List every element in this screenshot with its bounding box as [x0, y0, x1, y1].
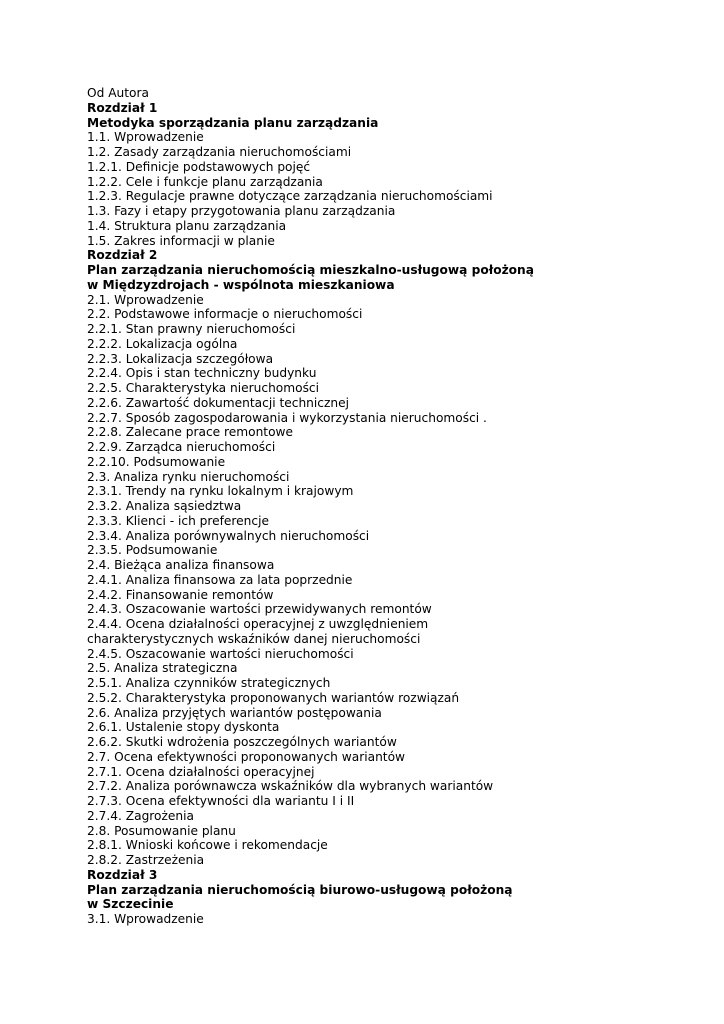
toc-line: 2.8. Posumowanie planu [87, 823, 236, 838]
toc-line: 2.4.3. Oszacowanie wartości przewidywanych remontów [87, 602, 432, 617]
toc-line: 2.2.1. Stan prawny nieruchomości [87, 322, 296, 336]
toc-line: 2.2.4. Opis i stan techniczny budynku [87, 366, 317, 381]
toc-line: 1.5. Zakres informacji w planie [87, 233, 275, 248]
toc-line: 2.7.1. Ocena działalności operacyjnej [87, 764, 315, 779]
toc-line: 2.6.1. Ustalenie stopy dyskonta [87, 720, 280, 735]
toc-line: 2.6. Analiza przyjętych wariantów postępowania [87, 705, 382, 720]
heading-line: Plan zarządzania nieruchomością biurowo-usługową położoną [87, 882, 513, 897]
toc-line: 2.6.2. Skutki wdrożenia poszczególnych wariantów [87, 735, 397, 749]
toc-line: 2.2.3. Lokalizacja szczegółowa [87, 351, 274, 366]
toc-line: 1.2.1. Definicje podstawowych pojęć [87, 159, 311, 174]
toc-line: 2.5.2. Charakterystyka proponowanych wariantów rozwiązań [87, 690, 460, 705]
toc-line: 2.5. Analiza strategiczna [87, 661, 238, 676]
heading-line: w Międzyzdrojach - wspólnota mieszkaniowa [87, 277, 395, 292]
toc-line: 2.4. Bieżąca analiza finansowa [87, 558, 275, 572]
toc-line: 2.7.4. Zagrożenia [87, 808, 194, 823]
toc-line: 2.2.8. Zalecane prace remontowe [87, 425, 294, 440]
heading-line: Rozdział 1 [87, 100, 158, 115]
toc-line: 2.2.7. Sposób zagospodarowania i wykorzystania nieruchomości . [87, 410, 487, 425]
toc-line: 2.2.9. Zarządca nieruchomości [87, 440, 276, 454]
heading-line: Rozdział 3 [87, 867, 158, 882]
toc-line: 2.2.2. Lokalizacja ogólna [87, 336, 238, 351]
toc-line: 2.3.4. Analiza porównywalnych nieruchomości [87, 528, 370, 543]
heading-line: Rozdział 2 [87, 248, 158, 263]
heading-line: Plan zarządzania nieruchomością mieszkalno-usługową położoną [87, 263, 534, 277]
toc-line: 1.2.3. Regulacje prawne dotyczące zarządzania nieruchomościami [87, 189, 493, 204]
toc-line: 2.1. Wprowadzenie [87, 292, 204, 307]
toc-line: 2.4.1. Analiza finansowa za lata poprzednie [87, 572, 353, 587]
toc-line: 2.3. Analiza rynku nieruchomości [87, 469, 290, 484]
toc-line: 2.4.5. Oszacowanie wartości nieruchomości [87, 646, 354, 661]
toc-line: 2.2.6. Zawartość dokumentacji technicznej [87, 395, 349, 410]
toc-line: 2.3.2. Analiza sąsiedztwa [87, 499, 242, 513]
toc-line: 2.3.5. Podsumowanie [87, 543, 218, 558]
toc-line: 1.2.2. Cele i funkcje planu zarządzania [87, 174, 323, 189]
toc-line: 2.2.5. Charakterystyka nieruchomości [87, 381, 320, 395]
toc-line: 1.4. Struktura planu zarządzania [87, 218, 287, 233]
toc-line: 2.7.3. Ocena efektywności dla wariantu I i II [87, 794, 355, 808]
toc-line: Od Autora [87, 86, 149, 100]
toc-line: 2.4.2. Finansowanie remontów [87, 587, 274, 602]
toc-line: 2.3.1. Trendy na rynku lokalnym i krajowym [87, 484, 354, 499]
toc-line: 1.2. Zasady zarządzania nieruchomościami [87, 145, 352, 159]
toc-line: 1.1. Wprowadzenie [87, 130, 204, 145]
toc-line: 2.7. Ocena efektywności proponowanych wariantów [87, 749, 405, 764]
toc-line: 1.3. Fazy i etapy przygotowania planu zarządzania [87, 204, 396, 218]
heading-line: Metodyka sporządzania planu zarządzania [87, 115, 379, 130]
toc-line: 2.2.10. Podsumowanie [87, 454, 226, 469]
toc-line: 3.1. Wprowadzenie [87, 912, 204, 926]
toc-line: 2.5.1. Analiza czynników strategicznych [87, 676, 331, 690]
toc-line: charakterystycznych wskaźników danej nieruchomości [87, 631, 421, 646]
toc-line: 2.8.1. Wnioski końcowe i rekomendacje [87, 838, 328, 853]
toc-line: 2.4.4. Ocena działalności operacyjnej z uwzględnieniem [87, 617, 429, 631]
toc-line: 2.3.3. Klienci - ich preferencje [87, 513, 269, 528]
toc-line: 2.8.2. Zastrzeżenia [87, 853, 205, 867]
document-body [87, 86, 687, 927]
heading-line: w Szczecinie [87, 897, 174, 912]
toc-line: 2.2. Podstawowe informacje o nieruchomości [87, 307, 363, 322]
toc-line: 2.7.2. Analiza porównawcza wskaźników dla wybranych wariantów [87, 779, 494, 794]
